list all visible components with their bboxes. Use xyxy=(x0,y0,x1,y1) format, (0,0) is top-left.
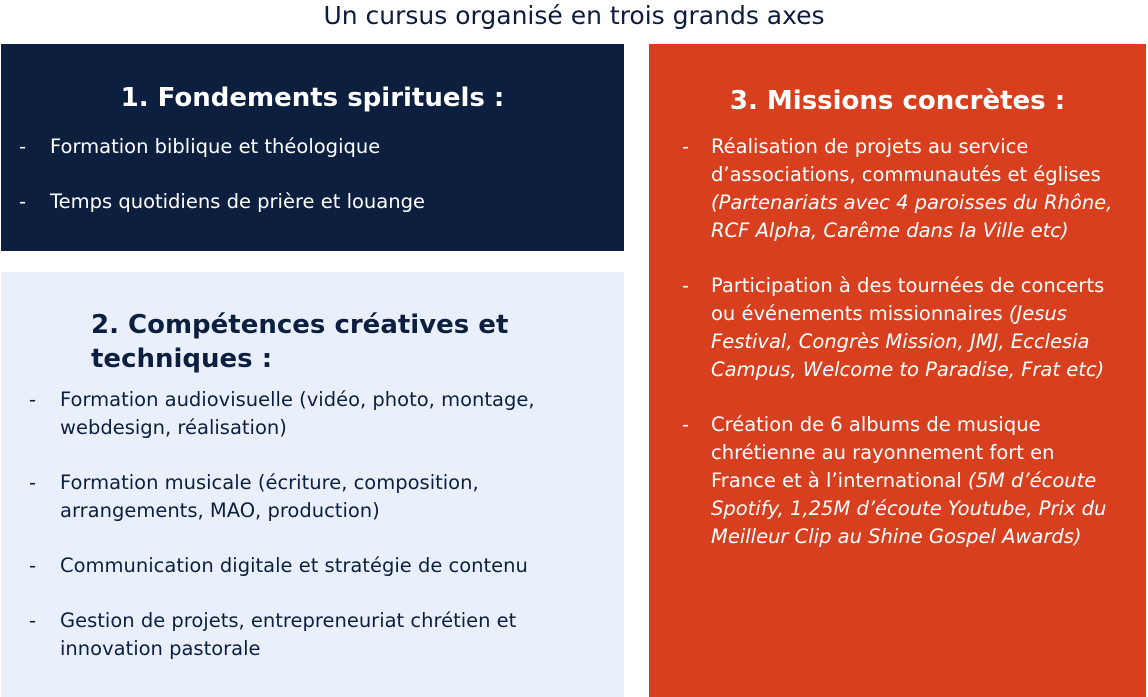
bullet-dash: - xyxy=(19,135,27,158)
page-title: Un cursus organisé en trois grands axes xyxy=(323,1,825,30)
axis-1-list xyxy=(1,133,621,243)
bullet-dash: - xyxy=(682,274,690,297)
axis-2-heading: 2. Compétences créatives et techniques : xyxy=(91,310,509,374)
axis-1-card xyxy=(1,44,624,251)
list-item-text: Temps quotidiens de prière et louange xyxy=(50,190,425,213)
list-item xyxy=(1,607,621,663)
list-item-text: Communication digitale et stratégie de contenu xyxy=(60,554,528,577)
axis-1-heading: 1. Fondements spirituels : xyxy=(120,83,505,113)
list-item-text: Réalisation de projets au service d’associations, communautés et églises xyxy=(711,135,1101,186)
list-item xyxy=(649,133,1144,245)
list-item xyxy=(1,552,621,580)
axis-2-card xyxy=(1,272,624,697)
list-item xyxy=(649,411,1144,551)
list-item-text: Création de 6 albums de musique chrétienne au rayonnement fort en France et à l’international xyxy=(711,413,1055,492)
list-item-text: Formation audiovisuelle (vidéo, photo, montage, webdesign, réalisation) xyxy=(60,388,535,439)
bullet-dash: - xyxy=(19,190,27,213)
list-item-text: Participation à des tournées de concerts ou événements missionnaires xyxy=(711,274,1105,325)
list-item xyxy=(1,133,621,161)
list-item xyxy=(649,272,1144,384)
list-item xyxy=(1,188,621,216)
list-item-text: Gestion de projets, entrepreneuriat chrétien et innovation pastorale xyxy=(60,609,517,660)
bullet-dash: - xyxy=(29,554,37,577)
list-item-note: (Partenariats avec 4 paroisses du Rhône, RCF Alpha, Carême dans la Ville etc) xyxy=(711,191,1113,242)
bullet-dash: - xyxy=(682,135,690,158)
axis-3-list xyxy=(649,133,1144,578)
bullet-dash: - xyxy=(29,388,37,411)
axis-3-heading: 3. Missions concrètes : xyxy=(729,86,1066,116)
bullet-dash: - xyxy=(682,413,690,436)
bullet-dash: - xyxy=(29,471,37,494)
list-item-note: (Jesus Festival, Congrès Mission, JMJ, Ecclesia Campus, Welcome to Paradise, Frat etc) xyxy=(711,302,1105,381)
bullet-dash: - xyxy=(29,609,37,632)
list-item-text: Formation biblique et théologique xyxy=(50,135,381,158)
list-item xyxy=(1,386,621,442)
list-item-text: Formation musicale (écriture, composition, arrangements, MAO, production) xyxy=(60,471,479,522)
axis-2-list xyxy=(1,386,621,690)
list-item xyxy=(1,469,621,525)
list-item-note: (5M d’écoute Spotify, 1,25M d’écoute Youtube, Prix du Meilleur Clip au Shine Gospel Awards) xyxy=(711,469,1107,548)
axis-3-card xyxy=(649,44,1146,697)
